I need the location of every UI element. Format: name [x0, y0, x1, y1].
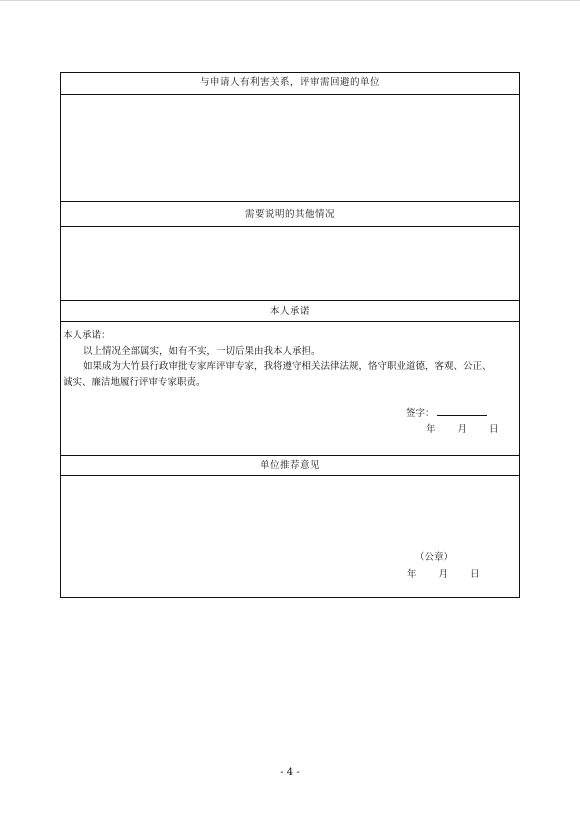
application-form-table — [60, 72, 520, 598]
signature-field[interactable] — [437, 405, 487, 416]
conflict-units-field[interactable] — [61, 95, 519, 202]
recommendation-date — [407, 567, 480, 583]
pledge-line-commitment: 如果成为大竹县行政审批专家库评审专家，我将遵守相关法律法规，恪守职业道德，客观、公正、 — [83, 361, 492, 372]
pledge-line-truthful: 以上情况全部属实，如有不实，一切后果由我本人承担。 — [83, 345, 321, 357]
official-seal-label: （公章） — [415, 552, 454, 563]
recommendation-header: 单位推荐意见 — [61, 456, 519, 476]
recommendation-date-month: 月 — [438, 569, 449, 580]
pledge-date — [426, 422, 499, 438]
signature-label: 签字： — [406, 408, 435, 419]
recommendation-section — [61, 476, 519, 597]
pledge-date-day: 日 — [489, 424, 499, 435]
conflict-units-header: 与申请人有利害关系，评审需回避的单位 — [61, 73, 519, 95]
pledge-intro: 本人承诺： — [63, 330, 111, 341]
page-number: - 4 - — [280, 767, 300, 778]
pledge-date-month: 月 — [457, 424, 468, 435]
pledge-header: 本人承诺 — [61, 301, 519, 322]
pledge-date-year: 年 — [426, 424, 436, 435]
signature-line — [406, 405, 487, 422]
other-situations-header: 需要说明的其他情况 — [61, 202, 519, 227]
recommendation-date-day: 日 — [470, 569, 480, 580]
recommendation-date-year: 年 — [407, 569, 417, 580]
pledge-line-duties: 诚实、廉洁地履行评审专家职责。 — [63, 376, 206, 388]
pledge-section — [61, 322, 519, 456]
pledge-text-block — [63, 328, 519, 390]
other-situations-field[interactable] — [61, 227, 519, 301]
